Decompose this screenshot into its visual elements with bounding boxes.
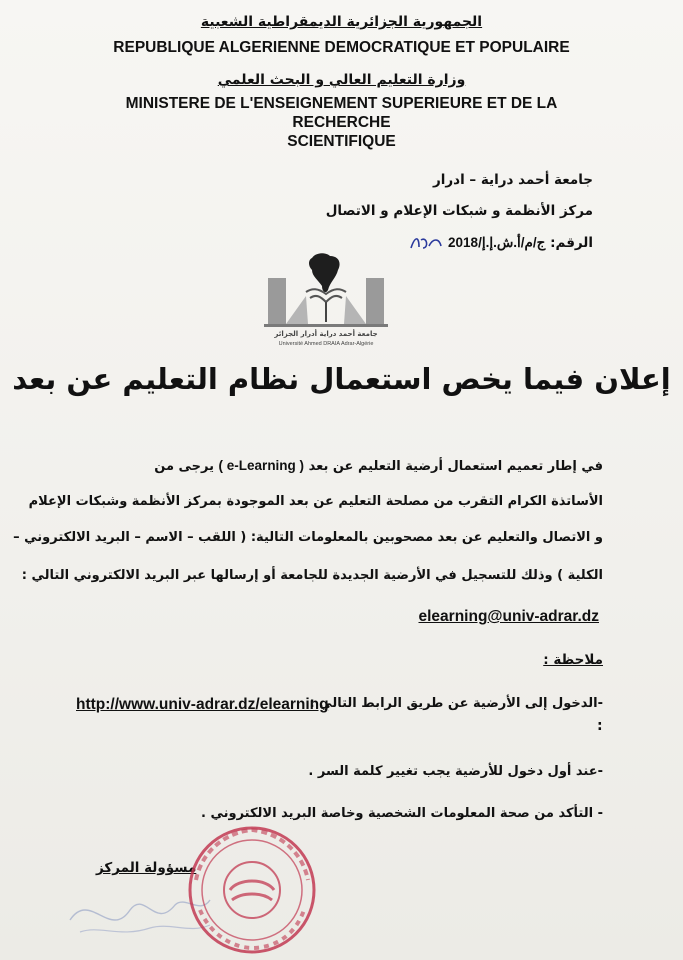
africa-map-icon	[309, 253, 340, 292]
body-line-1	[154, 458, 603, 474]
ministry-french-line3: SCIENTIFIQUE	[287, 133, 396, 150]
reference-value: ج/م/أ.ش.إ.إ/2018	[448, 235, 546, 250]
elearning-term: ( e-Learning )	[218, 458, 305, 473]
elearning-url-link[interactable]: http://www.univ-adrar.dz/elearning	[76, 696, 329, 713]
university-logo	[256, 248, 396, 348]
ministry-french-line1: MINISTERE DE L'ENSEIGNEMENT SUPERIEURE ET DE LA	[125, 95, 558, 112]
logo-caption-arabic: جامعة أحمد دراية أدرار الجزائر	[274, 330, 378, 338]
republic-french: REPUBLIQUE ALGERIENNE DEMOCRATIQUE ET POPULAIRE	[113, 39, 570, 56]
reference-number	[409, 234, 593, 252]
note-item-1: -الدخول إلى الأرضية عن طريق الرابط التالي :	[309, 696, 603, 711]
reference-label: الرقم:	[550, 235, 593, 251]
note-item-1-colon: :	[597, 718, 603, 734]
body-line-2: الأساتذة الكرام التقرب من مصلحة التعليم عن بعد الموجودة بمركز الأنظمة وشبكات الإعلام	[28, 494, 603, 509]
republic-arabic: الجمهورية الجزائرية الديمقراطية الشعبية	[200, 14, 483, 30]
note-item-3: - التأكد من صحة المعلومات الشخصية وخاصة البريد الالكتروني .	[201, 806, 603, 821]
notes-heading: ملاحظة :	[543, 652, 603, 668]
body-line-1-start: في إطار تعميم استعمال أرضية التعليم عن بعد	[308, 459, 603, 474]
center-name: مركز الأنظمة و شبكات الإعلام و الاتصال	[325, 203, 593, 219]
note-item-2: -عند أول دخول للأرضية يجب تغيير كلمة السر .	[308, 764, 603, 779]
announcement-title: إعلان فيما يخص استعمال نظام التعليم عن بعد	[12, 362, 671, 396]
handwritten-number-icon	[409, 234, 443, 252]
body-line-4: الكلية ) وذلك للتسجيل في الأرضية الجديدة للجامعة أو إرسالها عبر البريد الالكتروني التالي :	[21, 568, 603, 583]
university-name: جامعة أحمد دراية – ادرار	[432, 172, 593, 188]
contact-email-link[interactable]: elearning@univ-adrar.dz	[418, 608, 599, 625]
body-line-1-end: يرجى من	[154, 459, 215, 474]
body-line-3: و الاتصال والتعليم عن بعد مصحوبين بالمعلومات التالية: ( اللقب – الاسم – البريد الالكتروني –	[13, 530, 603, 545]
ministry-arabic: وزارة التعليم العالي و البحث العلمي	[217, 72, 466, 88]
ministry-french-line2: RECHERCHE	[292, 114, 391, 131]
signature-label: مسؤولة المركز	[96, 860, 197, 876]
official-stamp-icon	[182, 820, 322, 960]
logo-caption-french: Université Ahmed DRAIA Adrar-Algérie	[278, 341, 374, 347]
